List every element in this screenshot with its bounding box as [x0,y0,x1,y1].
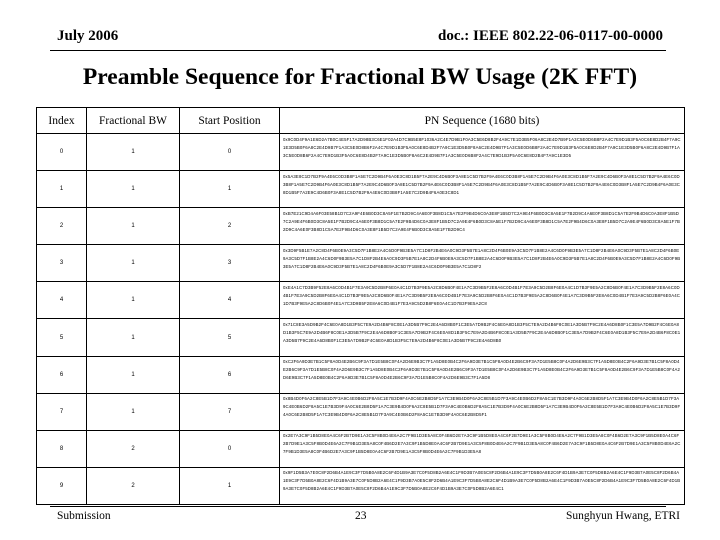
footer-submission: Submission [57,510,111,522]
footer-divider [50,506,666,507]
pn-sequence-text: 0x2E7A3C9F1B5D8E0A4C6F2B7D9E1A3C5F8B0D4E6A2C7F9B1D3E5A8C0F4B6D2E7A3C9F1B5D8E0A4C6F2B7D9E1A3C5F8B0D4E6A2C7F9B1D3E5A8C0F4B6D2E7A3C9F1B5D8E0A4C6F2B7D9E1A3C5F8B0D4E6A2C7F9B1D3E5A8C0F4B6D2E7A3C9F1B5D8E0A4C6F2B7D9E1A3C5F8B0D4E6A2C7F9B1D3E5A8C0F4B6D2E7A3C9F1B5D8E0A4C6F2B7D9E1A3C5F8B0D4E6A2C7F9B1D3E5A8C0F4B6D2E7A3C9F1B5D8E0A4C6F2B7D9E1A3C5F8B0D4E6A2C7F9B1D3E5A8 [283,433,681,455]
cell-pn-sequence [280,467,685,504]
header-doc-id: doc.: IEEE 802.22-06-0117-00-0000 [438,28,663,44]
table-row [37,430,685,467]
footer-author: Sunghyun Hwang, ETRI [565,510,680,522]
column-header-pn-sequence: PN Sequence (1680 bits) [280,108,685,134]
cell-start-position: 0 [180,430,280,467]
table-row [37,356,685,393]
cell-fractional-bw: 1 [87,171,180,208]
column-header-fractional-bw: Fractional BW [87,108,180,134]
cell-start-position: 6 [180,356,280,393]
preamble-table [36,107,685,505]
cell-fractional-bw: 2 [87,467,180,504]
cell-start-position: 3 [180,245,280,282]
table-row [37,319,685,356]
pn-sequence-text: 0x71C8E3A5D9B2F4C6E0A8D1B3F5C7E9A2D4B6F8C0E1A3D5B7F9C2E4A6D8B0F1C3E5A7D9B2F4C6E0A8D1B3F5C7E9A2D4B6F8C0E1A3D5B7F9C2E4A6D8B0F1C3E5A7D9B2F4C6E0A8D1B3F5C7E9A2D4B6F8C0E1A3D5B7F9C2E4A6D8B0F1C3E5A7D9B2F4C6E0A8D1B3F5C7E9A2D4B6F8C0E1A3D5B7F9C2E4A6D8B0F1C3E5A7D9B2F4C6E0A8D1B3F5C7E9A2D4B6F8C0E1A3D5B7F9C2E4A6D8B0F1C3E5A7D9B2F4C6E0A8D1B3F5C7E9A2D4B6F8C0E1A3D5B7F9C2E4A6D8B0 [283,322,681,344]
cell-pn-sequence [280,134,685,171]
header-divider [50,50,666,51]
cell-index: 8 [37,430,87,467]
cell-index: 2 [37,208,87,245]
cell-start-position: 1 [180,171,280,208]
header-date: July 2006 [57,28,119,44]
table-row [37,467,685,504]
table-row [37,282,685,319]
pn-sequence-text: 0x3D9F5B1E7A2C8D4F6B0E9A3C5D7F1B8E2A4C6D0F9B3E5A7C1D8F2B4E6A0C9D3F5B7E1A8C2D4F6B0E9A3C5D7F1B8E2A4C6D0F9B3E5A7C1D8F2B4E6A0C9D3F5B7E1A8C2D4F6B0E9A3C5D7F1B8E2A4C6D0F9B3E5A7C1D8F2B4E6A0C9D3F5B7E1A8C2D4F6B0E9A3C5D7F1B8E2A4C6D0F9B3E5A7C1D8F2B4E6A0C9D3F5B7E1A8C2D4F6B0E9A3C5D7F1B8E2A4C6D0F9B3E5A7C1D8F2B4E6A0C9D3F5B7E1A8C2D4F6B0E9A3C5D7F1B8E2A4C6D0F9B3E5A7C1D8F2 [283,247,681,269]
pn-sequence-text: 0xC2F6A9D3E7B1C5F8A0D4E2B6C9F3A7D1E5B8C0F4A2D6E9B3C7F1A5D8E0B4C2F6A9D3E7B1C5F8A0D4E2B6C9F3A7D1E5B8C0F4A2D6E9B3C7F1A5D8E0B4C2F6A9D3E7B1C5F8A0D4E2B6C9F3A7D1E5B8C0F4A2D6E9B3C7F1A5D8E0B4C2F6A9D3E7B1C5F8A0D4E2B6C9F3A7D1E5B8C0F4A2D6E9B3C7F1A5D8E0B4C2F6A9D3E7B1C5F8A0D4E2B6C9F3A7D1E5B8C0F4A2D6E9B3C7F1A5D8E0B4C2F6A9D3E7B1C5F8A0D4E2B6C9F3A7D1E5B8C0F4A2D6E9B3C7F1A5D8 [283,359,681,381]
slide-title: Preamble Sequence for Fractional BW Usage (2K FFT) [82,64,638,90]
cell-index: 4 [37,282,87,319]
cell-fractional-bw: 1 [87,208,180,245]
cell-fractional-bw: 1 [87,245,180,282]
pn-sequence-text: 0xB7E21C9D4A6F03E58B1D7C2A9F4E6B0D3C8A5F1E7B2D9C4A6E0F3B8D1C5A7E2F9B4D6C0A3E8F1B5D7C2A9E4F6B0D3C8A5E1F7B2D9C4A6E0F3B8D1C5A7E2F9B4D6C0A3E8F1B5D7C2A9E4F6B0D3C8A5E1F7B2D9C4A6E0F3B8D1C5A7E2F9B4D6C0A3E8F1B5D7C2A9E4F6B0D3C8A5E1F7B2D9C4A6E0F3B8D1C5A7E2F9B4D6C0A3E8F1B5D7C2A9E4F6B0D3C8A5E1F7B2D9C4A6E0F3B8D1C5A7E2F9B4D6C0A3E8F1B5D7C2A9E4F6B0D3C8A5E1F7B2D9C4 [283,210,681,232]
cell-start-position: 2 [180,208,280,245]
footer-page-number: 23 [355,510,367,522]
table-row [37,171,685,208]
table-row [37,393,685,430]
cell-index: 5 [37,319,87,356]
cell-index: 1 [37,171,87,208]
cell-pn-sequence [280,319,685,356]
cell-pn-sequence [280,245,685,282]
cell-fractional-bw: 2 [87,430,180,467]
cell-start-position: 4 [180,282,280,319]
cell-index: 3 [37,245,87,282]
table-row [37,208,685,245]
table-header-row [37,108,685,134]
pn-sequence-text: 0x9F1D5B3A7E0C8F2D6B4A1E9C3F7D5B0A8E2C6F4D1B9A3E7C0F5D8B2A6E4C1F9D3B7A0E5C8F2D6B4A1E9C3F7D5B0A8E2C6F4D1B9A3E7C0F5D8B2A6E4C1F9D3B7A0E5C8F2D6B4A1E9C3F7D5B0A8E2C6F4D1B9A3E7C0F5D8B2A6E4C1F9D3B7A0E5C8F2D6B4A1E9C3F7D5B0A8E2C6F4D1B9A3E7C0F5D8B2A6E4C1F9D3B7A0E5C8F2D6B4A1E9C3F7D5B0A8E2C6F4D1B9A3E7C0F5D8B2A6E4C1F9D3B7A0E5C8F2D6B4A1E9C3F7D5B0A8E2C6F4D1B9A3E7C0F5D8B2A6E4C1 [283,470,681,492]
pn-sequence-text: 0x8B4D0F6A2C8E5B1D7F3A9C4E0B6D2F8A5C1E7B3D9F4A0C6E2B8D5F1A7C3E9B4D0F6A2C8E5B1D7F3A9C4E0B6D2F8A5C1E7B3D9F4A0C6E2B8D5F1A7C3E9B4D0F6A2C8E5B1D7F3A9C4E0B6D2F8A5C1E7B3D9F4A0C6E2B8D5F1A7C3E9B4D0F6A2C8E5B1D7F3A9C4E0B6D2F8A5C1E7B3D9F4A0C6E2B8D5F1A7C3E9B4D0F6A2C8E5B1D7F3A9C4E0B6D2F8A5C1E7B3D9F4A0C6E2B8D5F1A7C3E9B4D0F6A2C8E5B1D7F3A9C4E0B6D2F8A5C1E7B3D9F4A0C6E2B8D5F1 [283,396,681,418]
cell-pn-sequence [280,430,685,467]
cell-pn-sequence [280,282,685,319]
cell-fractional-bw: 1 [87,134,180,171]
cell-start-position: 0 [180,134,280,171]
pn-sequence-text: 0x9C0D4F9A1E6D2A7B0C4E5F17A2D98B3C6E1F02A4D7C9B5E8F1036A2C4E7D9B1F0A3C5E6D8B2F4A9C7E1D3B5F06A8C2E4D7B9F1A3C5E0D6B8F2A4C7E9D1B3F5A0C6E8D2B4F7A9C1E3D5B0F6A8C2E4D9B7F1A3C5E0D8B6F2A4C7E9D1B3F5A0C6E8D4B2F7A9C1E3D5B0F8A6C2E4D9B7F1A3C5E0D6B8F2A4C7E9D1B3F5A0C6E8D2B4F7A9C1E3D5B0F6A8C2E4D9B7F1A3C5E0D8B6F2A4C7E9D1B3F5A0C6E8D4B2F7A9C1E3D5B0F8A6C2E4D9B7F1A3C5E0D6B8F2A4C7E9D1B3F5A0C6E8D2B4F7A9C1E3D5 [283,136,681,158]
cell-index: 7 [37,393,87,430]
cell-start-position: 7 [180,393,280,430]
cell-index: 0 [37,134,87,171]
table-row [37,245,685,282]
cell-index: 9 [37,467,87,504]
column-header-index: Index [37,108,87,134]
cell-start-position: 5 [180,319,280,356]
pn-sequence-text: 0xE4A1C7D3B9F52E8A6C0D4B1F7E3A9C5D2B8F6E0A4C1D7B3F9E5A2C8D6B0F4E1A7C3D9B5F2E8A6C0D4B1F7E3A9C5D2B8F6E0A4C1D7B3F9E5A2C8D6B0F4E1A7C3D9B5F2E8A6C0D4B1F7E3A9C5D2B8F6E0A4C1D7B3F9E5A2C8D6B0F4E1A7C3D9B5F2E8A6C0D4B1F7E3A9C5D2B8F6E0A4C1D7B3F9E5A2C8D6B0F4E1A7C3D9B5F2E8A6C0D4B1F7E3A9C5D2B8F6E0A4C1D7B3F9E5A2C8D6B0F4E1A7C3D9B5F2E8A6C0D4B1F7E3A9C5D2B8F6E0A4C1D7B3F9E5A2C8 [283,284,681,306]
cell-fractional-bw: 1 [87,319,180,356]
cell-fractional-bw: 1 [87,282,180,319]
pn-sequence-text: 0x5A3E8C1D7B2F9A4E6C0D3B8F1A5E7C2D9B4F6A0E3C8D1B5F7A2E9C4D6B0F3A8E1C5D7B2F9A4E6C0D3B8F1A5E7C2D9B4F6A0E3C8D1B5F7A2E9C4D6B0F3A8E1C5D7B2F9A4E6C0D3B8F1A5E7C2D9B4F6A0E3C8D1B5F7A2E9C4D6B0F3A8E1C5D7B2F9A4E6C0D3B8F1A5E7C2D9B4F6A0E3C8D1B5F7A2E9C4D6B0F3A8E1C5D7B2F9A4E6C0D3B8F1A5E7C2D9B4F6A0E3C8D1B5F7A2E9C4D6B0F3A8E1C5D7B2F9A4E6C0D3B8F1A5E7C2D9B4F6A0E3C8D1 [283,173,681,195]
cell-index: 6 [37,356,87,393]
cell-fractional-bw: 1 [87,356,180,393]
cell-start-position: 1 [180,467,280,504]
cell-fractional-bw: 1 [87,393,180,430]
cell-pn-sequence [280,208,685,245]
cell-pn-sequence [280,356,685,393]
cell-pn-sequence [280,393,685,430]
column-header-start-position: Start Position [180,108,280,134]
cell-pn-sequence [280,171,685,208]
table-row [37,134,685,171]
